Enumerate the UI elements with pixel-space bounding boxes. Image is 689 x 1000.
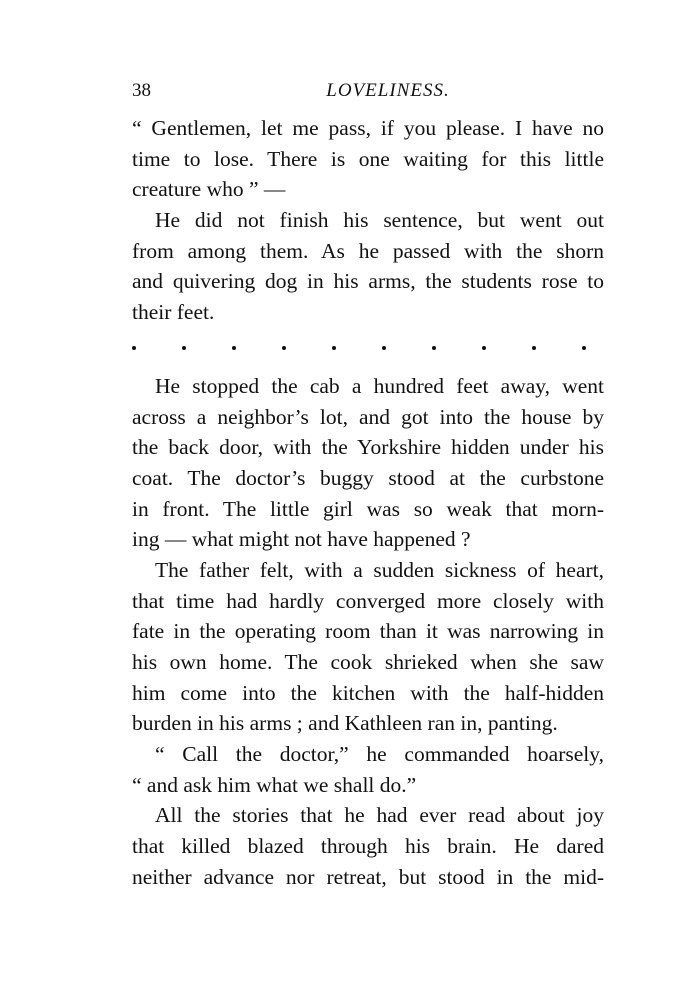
section-break-dot (532, 346, 536, 350)
section-break-dot (182, 346, 186, 350)
paragraph (132, 555, 604, 739)
text-line: All the stories that he had ever read about joy (155, 803, 604, 828)
running-head: LOVELINESS. (326, 80, 450, 101)
text-line: ing — what might not have happened ? (132, 527, 471, 552)
text-line: coat. The doctor’s buggy stood at the curbstone (132, 465, 604, 490)
text-line: time to lose. There is one waiting for this little (132, 146, 604, 171)
text-line: in front. The little girl was so weak that morn- (132, 496, 604, 521)
text-line: his own home. The cook shrieked when she saw (132, 650, 604, 674)
text-line: neither advance nor retreat, but stood in the mid- (132, 864, 604, 889)
text-line: burden in his arms ; and Kathleen ran in, panting. (132, 711, 558, 736)
paragraph (132, 205, 604, 328)
text-line: The father felt, with a sudden sickness of heart, (155, 557, 604, 582)
text-line: that time had hardly converged more closely with (132, 588, 604, 613)
text-line: He did not finish his sentence, but went out (155, 208, 604, 233)
paragraph (132, 371, 604, 555)
section-break-dot (232, 346, 236, 350)
text-line: He stopped the cab a hundred feet away, went (155, 373, 604, 398)
body-text (132, 113, 604, 893)
section-break-dot (582, 346, 586, 350)
text-line: “ and ask him what we shall do.” (132, 772, 417, 797)
section-break-dot (432, 346, 436, 350)
section-break-dot (132, 346, 136, 350)
section-break-dot (332, 346, 336, 350)
paragraph (132, 113, 604, 205)
text-line: their feet. (132, 300, 215, 325)
section-break-dot (282, 346, 286, 350)
page-header (132, 80, 604, 110)
paragraph (132, 800, 604, 892)
text-line: fate in the operating room than it was narrowing in (132, 619, 604, 644)
section-break-dot (482, 346, 486, 350)
text-line: creature who ” — (132, 177, 286, 202)
section-break (132, 326, 604, 371)
text-line: “ Call the doctor,” he commanded hoarsely, (155, 742, 604, 767)
text-line: from among them. As he passed with the shorn (132, 238, 604, 263)
text-line: “ Gentlemen, let me pass, if you please. I have no (132, 116, 604, 140)
text-line: the back door, with the Yorkshire hidden under his (132, 435, 604, 460)
section-break-dot (382, 346, 386, 350)
text-line: him come into the kitchen with the half-hidden (132, 680, 604, 705)
page-number: 38 (132, 80, 151, 101)
paragraph (132, 739, 604, 800)
text-line: across a neighbor’s lot, and got into the house by (132, 404, 604, 429)
text-line: and quivering dog in his arms, the students rose to (132, 269, 604, 294)
text-line: that killed blazed through his brain. He dared (132, 834, 604, 859)
